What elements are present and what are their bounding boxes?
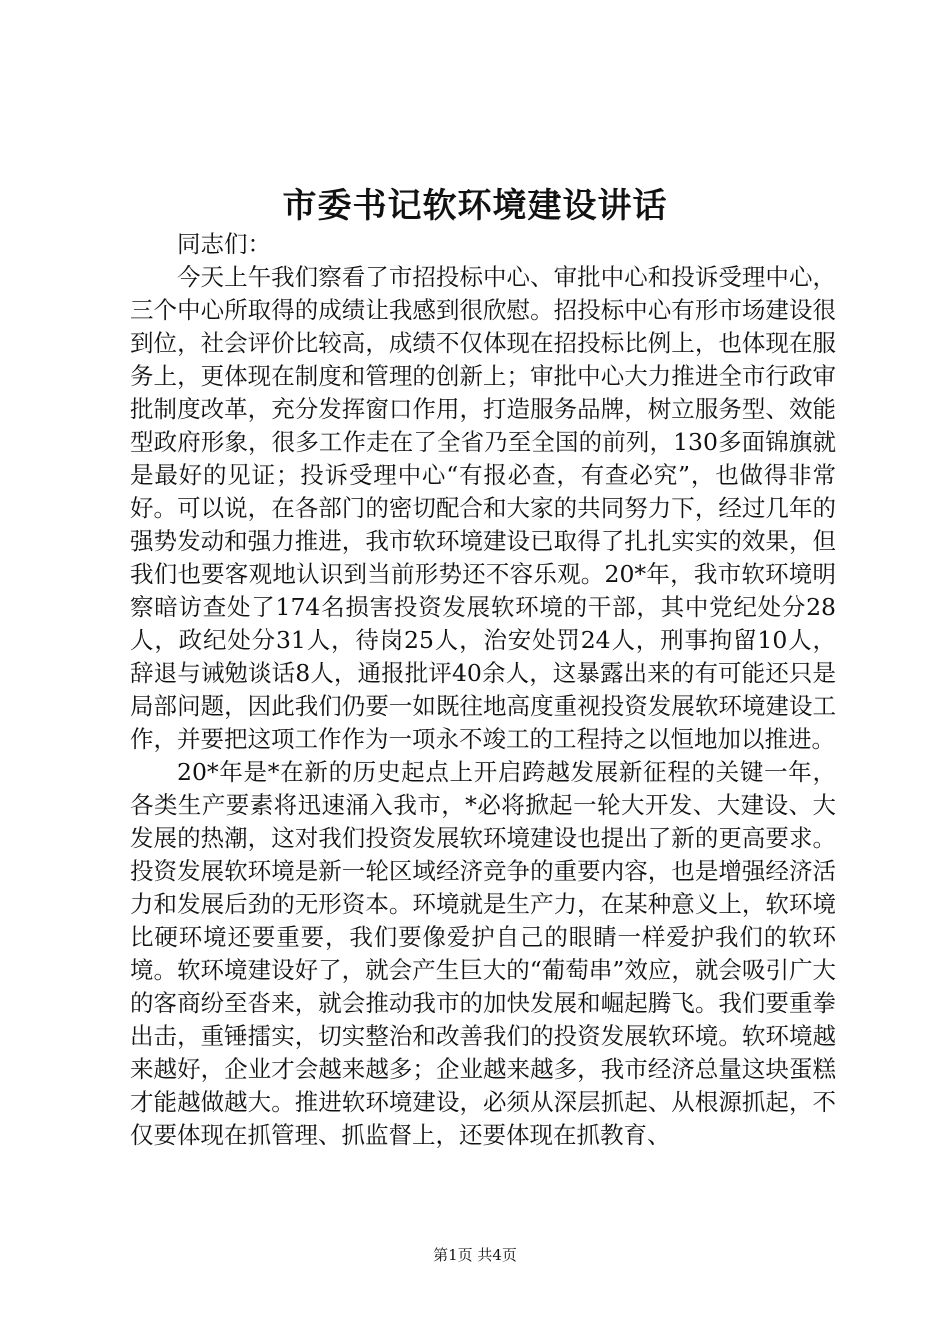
paragraph-2: 20*年是*在新的历史起点上开启跨越发展新征程的关键一年，各类生产要素将迅速涌入我市，*必将掀起一轮大开发、大建设、大发展的热潮，这对我们投资发展软环境建设也提出了新的更高要求。投资发展软环境是新一轮区域经济竞争的重要内容，也是增强经济活力和发展后劲的无形资本。环境就是生产力，在某种意义上，软环境比硬环境还要重要，我们要像爱护自己的眼睛一样爱护我们的软环境。软环境建设好了，就会产生巨大的“葡萄串”效应，就会吸引广大的客商纷至沓来，就会推动我市的加快发展和崛起腾飞。我们要重拳出击，重锤擂实，切实整治和改善我们的投资发展软环境。软环境越来越好，企业才会越来越多；企业越来越多，我市经济总量这块蛋糕才能越做越大。推进软环境建设，必须从深层抓起、从根源抓起，不仅要体现在抓管理、抓监督上，还要体现在抓教育、 bbox=[130, 758, 836, 1149]
paragraph-1: 今天上午我们察看了市招投标中心、审批中心和投诉受理中心，三个中心所取得的成绩让我感到很欣慰。招投标中心有形市场建设很到位，社会评价比较高，成绩不仅体现在招投标比例上，也体现在服务上，更体现在制度和管理的创新上；审批中心大力推进全市行政审批制度改革，充分发挥窗口作用，打造服务品牌，树立服务型、效能型政府形象，很多工作走在了全省乃至全国的前列，130多面锦旗就是最好的见证；投诉受理中心“有报必查，有查必究”，也做得非常好。可以说，在各部门的密切配合和大家的共同努力下，经过几年的强势发动和强力推进，我市软环境建设已取得了扎扎实实的效果，但我们也要客观地认识到当前形势还不容乐观。20*年，我市软环境明察暗访查处了174名损害投资发展软环境的干部，其中党纪处分28人，政纪处分31人，待岗25人，治安处罚24人，刑事拘留10人，辞退与诫勉谈话8人，通报批评40余人，这暴露出来的有可能还只是局部问题，因此我们仍要一如既往地高度重视投资发展软环境建设工作，并要把这项工作作为一项永不竣工的工程持之以恒地加以推进。 bbox=[130, 263, 836, 753]
salutation: 同志们： bbox=[177, 230, 271, 258]
document-title: 市委书记软环境建设讲话 bbox=[282, 186, 668, 226]
document-body bbox=[130, 228, 836, 1152]
page-number-footer: 第1页 共4页 bbox=[433, 1246, 517, 1264]
